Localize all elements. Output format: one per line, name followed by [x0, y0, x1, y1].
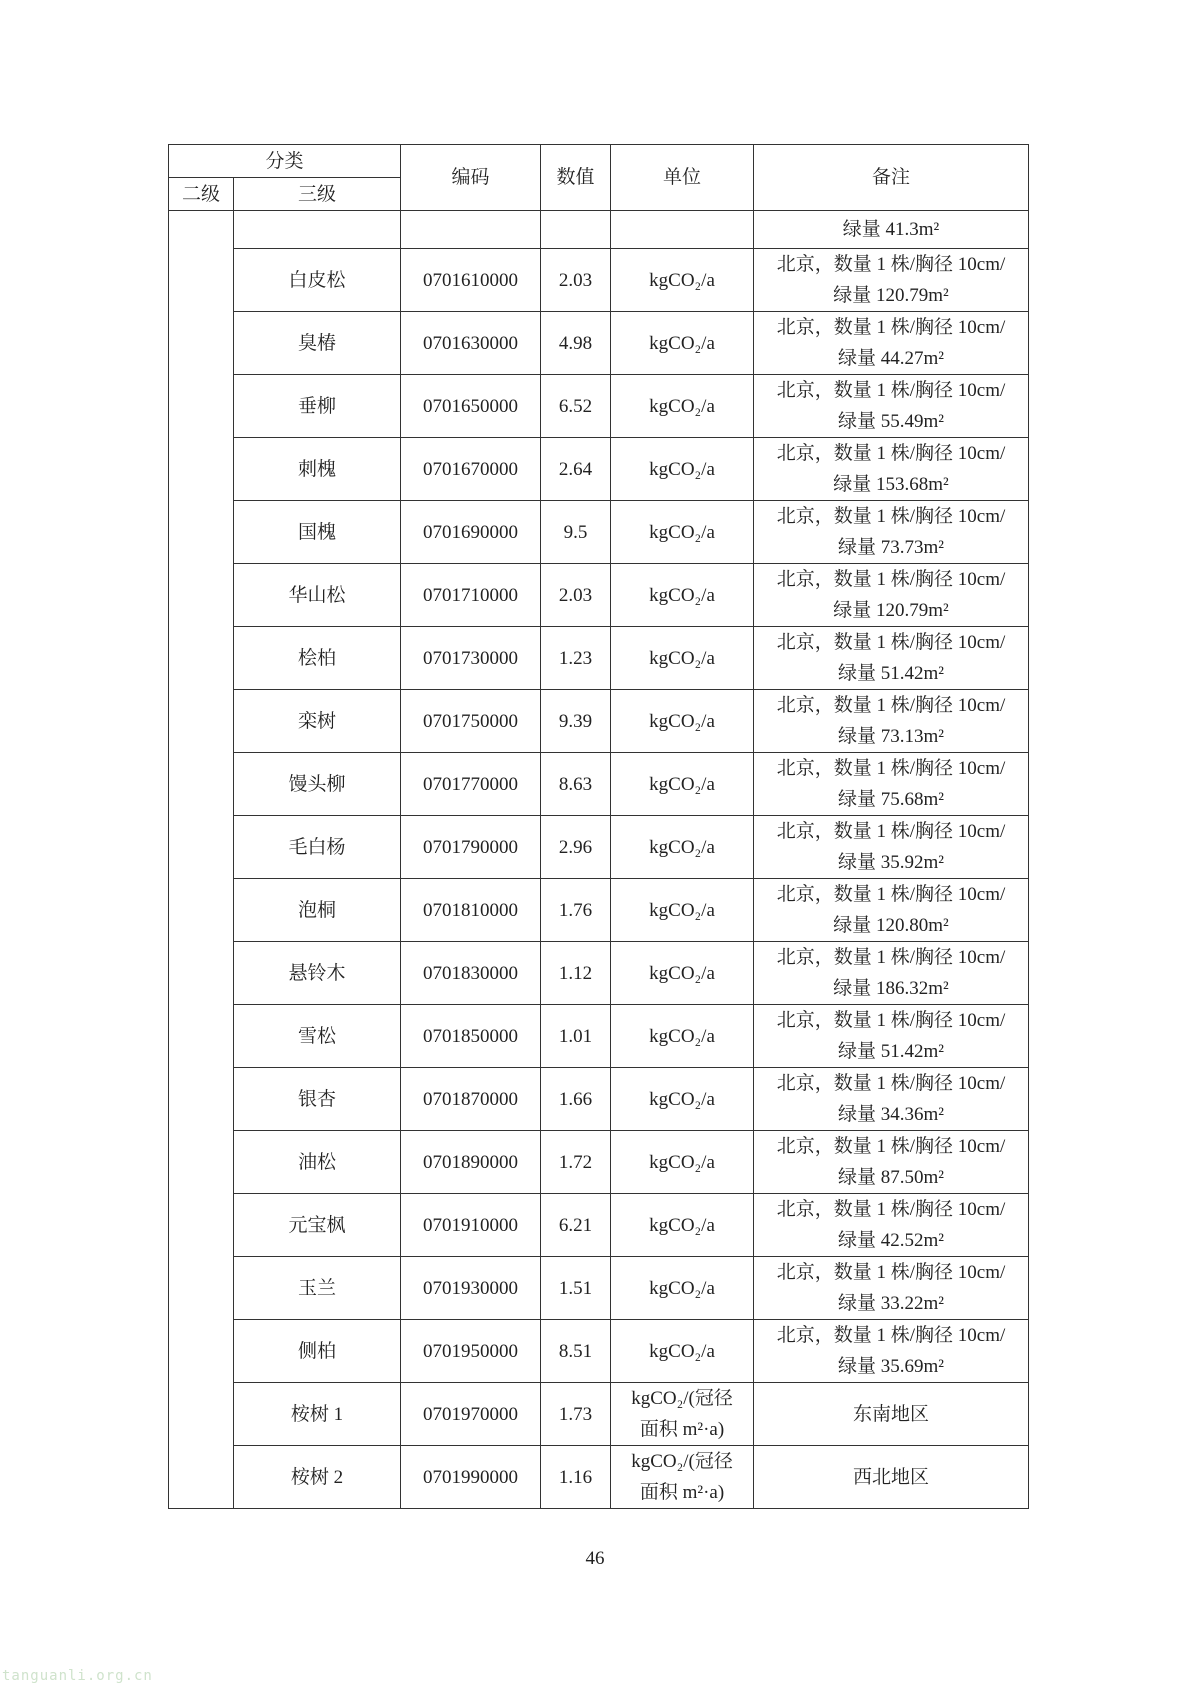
- note-line-1: 北京，数量 1 株/胸径 10cm/: [776, 1262, 1006, 1283]
- unit-cell: [611, 879, 754, 942]
- note-cell: [754, 564, 1029, 627]
- note-line-1: 北京，数量 1 株/胸径 10cm/: [776, 380, 1006, 401]
- header-level3: 三级: [234, 178, 401, 211]
- species-name: 玉兰: [234, 1257, 401, 1320]
- note-cell: 绿量 41.3m²: [754, 211, 1029, 249]
- note-cell: [754, 501, 1029, 564]
- note-line-2: 绿量 73.73m²: [838, 537, 944, 558]
- note-line-2: 绿量 153.68m²: [833, 474, 949, 495]
- code-cell: 0701970000: [401, 1383, 541, 1446]
- header-note: 备注: [754, 145, 1029, 211]
- unit-cell: [611, 1446, 754, 1509]
- unit-line-1: kgCO₂/a: [649, 521, 715, 543]
- unit-line-2: 面积 m²·a): [639, 1419, 725, 1440]
- value-cell: 1.73: [541, 1383, 611, 1446]
- note-cell: [754, 438, 1029, 501]
- note-cell: [754, 627, 1029, 690]
- unit-line-1: kgCO₂/a: [649, 458, 715, 480]
- species-name: 侧柏: [234, 1320, 401, 1383]
- value-cell: 6.52: [541, 375, 611, 438]
- code-cell: 0701810000: [401, 879, 541, 942]
- unit-line-1: kgCO₂/(冠径: [631, 1388, 733, 1409]
- header-category: 分类: [169, 145, 401, 178]
- note-line-2: 绿量 120.79m²: [833, 600, 949, 621]
- note-line-2: 绿量 55.49m²: [838, 411, 944, 432]
- species-name: 垂柳: [234, 375, 401, 438]
- note-line-1: 北京，数量 1 株/胸径 10cm/: [776, 1199, 1006, 1220]
- note-line-2: 绿量 35.69m²: [838, 1356, 944, 1377]
- unit-line-1: kgCO₂/a: [649, 1151, 715, 1173]
- table-row: [169, 438, 1029, 501]
- unit-line-1: kgCO₂/a: [649, 836, 715, 858]
- note-line-2: 绿量 34.36m²: [838, 1104, 944, 1125]
- unit-cell: [611, 1005, 754, 1068]
- note-line-1: 西北地区: [853, 1466, 930, 1488]
- code-cell: 0701690000: [401, 501, 541, 564]
- unit-line-1: kgCO₂/a: [649, 710, 715, 732]
- value-cell: 4.98: [541, 312, 611, 375]
- table-row: [169, 312, 1029, 375]
- species-name: 毛白杨: [234, 816, 401, 879]
- species-name: 国槐: [234, 501, 401, 564]
- unit-cell: [611, 690, 754, 753]
- code-cell: 0701950000: [401, 1320, 541, 1383]
- note-line-2: 绿量 120.80m²: [833, 915, 949, 936]
- code-cell: 0701910000: [401, 1194, 541, 1257]
- table-row: [169, 942, 1029, 1005]
- note-cell: [754, 249, 1029, 312]
- table-row-continued: [169, 211, 1029, 249]
- note-line-1: 北京，数量 1 株/胸径 10cm/: [776, 884, 1006, 905]
- code-cell: 0701890000: [401, 1131, 541, 1194]
- value-cell: 2.96: [541, 816, 611, 879]
- note-line-1: 北京，数量 1 株/胸径 10cm/: [776, 695, 1006, 716]
- note-line-2: 绿量 120.79m²: [833, 285, 949, 306]
- note-line-1: 北京，数量 1 株/胸径 10cm/: [776, 1073, 1006, 1094]
- code-cell: 0701710000: [401, 564, 541, 627]
- code-cell: 0701730000: [401, 627, 541, 690]
- page-number: 46: [585, 1548, 605, 1569]
- note-line-1: 北京，数量 1 株/胸径 10cm/: [776, 443, 1006, 464]
- value-cell: 9.5: [541, 501, 611, 564]
- note-cell: [754, 942, 1029, 1005]
- unit-cell: [611, 1257, 754, 1320]
- value-cell: 1.72: [541, 1131, 611, 1194]
- unit-line-1: kgCO₂/a: [649, 1277, 715, 1299]
- species-name: 臭椿: [234, 312, 401, 375]
- note-line-2: 绿量 75.68m²: [838, 789, 944, 810]
- table-row: [169, 627, 1029, 690]
- unit-line-1: kgCO₂/a: [649, 1025, 715, 1047]
- unit-line-1: kgCO₂/a: [649, 332, 715, 354]
- table-row: [169, 1320, 1029, 1383]
- table-row: [169, 1257, 1029, 1320]
- header-code: 编码: [401, 145, 541, 211]
- value-cell: 1.76: [541, 879, 611, 942]
- note-line-2: 绿量 51.42m²: [838, 663, 944, 684]
- unit-line-1: kgCO₂/a: [649, 1088, 715, 1110]
- code-cell: 0701770000: [401, 753, 541, 816]
- code-cell: 0701850000: [401, 1005, 541, 1068]
- value-cell: 9.39: [541, 690, 611, 753]
- species-name: 桧柏: [234, 627, 401, 690]
- note-cell: [754, 1383, 1029, 1446]
- unit-cell: [611, 501, 754, 564]
- unit-cell: [611, 1320, 754, 1383]
- note-cell: [754, 375, 1029, 438]
- note-cell: [754, 690, 1029, 753]
- table-row: [169, 375, 1029, 438]
- unit-cell: [611, 312, 754, 375]
- unit-line-1: kgCO₂/a: [649, 647, 715, 669]
- note-cell: [754, 1320, 1029, 1383]
- table-row: [169, 249, 1029, 312]
- value-cell: 6.21: [541, 1194, 611, 1257]
- species-name: 悬铃木: [234, 942, 401, 1005]
- note-line-1: 北京，数量 1 株/胸径 10cm/: [776, 632, 1006, 653]
- species-name: 栾树: [234, 690, 401, 753]
- species-name: 桉树 2: [234, 1446, 401, 1509]
- value-cell: 1.12: [541, 942, 611, 1005]
- table-row: [169, 816, 1029, 879]
- table-row: [169, 564, 1029, 627]
- species-name: 华山松: [234, 564, 401, 627]
- unit-cell: [611, 942, 754, 1005]
- value-cell: 1.66: [541, 1068, 611, 1131]
- value-cell: 8.63: [541, 753, 611, 816]
- unit-cell: [611, 627, 754, 690]
- watermark: tanguanli.org.cn: [2, 1668, 153, 1684]
- table-row: [169, 1194, 1029, 1257]
- unit-cell: [611, 375, 754, 438]
- note-line-1: 北京，数量 1 株/胸径 10cm/: [776, 1136, 1006, 1157]
- unit-cell: [611, 438, 754, 501]
- table-row: [169, 1005, 1029, 1068]
- note-line-2: 绿量 87.50m²: [838, 1167, 944, 1188]
- note-line-1: 东南地区: [853, 1403, 930, 1425]
- unit-cell: [611, 1194, 754, 1257]
- unit-cell: [611, 564, 754, 627]
- note-line-2: 绿量 186.32m²: [833, 978, 949, 999]
- code-cell: 0701870000: [401, 1068, 541, 1131]
- code-cell: 0701650000: [401, 375, 541, 438]
- level2-cell: [169, 211, 234, 1509]
- species-name: 桉树 1: [234, 1383, 401, 1446]
- unit-cell: [611, 249, 754, 312]
- unit-cell: [611, 1131, 754, 1194]
- unit-cell: [611, 753, 754, 816]
- note-cell: [754, 1194, 1029, 1257]
- note-line-1: 北京，数量 1 株/胸径 10cm/: [776, 254, 1006, 275]
- unit-line-1: kgCO₂/(冠径: [631, 1451, 733, 1472]
- species-name: 元宝枫: [234, 1194, 401, 1257]
- note-line-1: 北京，数量 1 株/胸径 10cm/: [776, 947, 1006, 968]
- code-cell: 0701750000: [401, 690, 541, 753]
- note-line-2: 绿量 42.52m²: [838, 1230, 944, 1251]
- code-cell: 0701830000: [401, 942, 541, 1005]
- table-row: [169, 879, 1029, 942]
- table-row: [169, 690, 1029, 753]
- value-cell: 1.01: [541, 1005, 611, 1068]
- unit-line-1: kgCO₂/a: [649, 962, 715, 984]
- header-unit: 单位: [611, 145, 754, 211]
- note-line-1: 北京，数量 1 株/胸径 10cm/: [776, 569, 1006, 590]
- species-name: 雪松: [234, 1005, 401, 1068]
- emission-factor-table: [168, 144, 1029, 1509]
- note-cell: [754, 1005, 1029, 1068]
- table-row: [169, 1068, 1029, 1131]
- unit-line-1: kgCO₂/a: [649, 899, 715, 921]
- value-cell: 1.16: [541, 1446, 611, 1509]
- value-cell: 2.64: [541, 438, 611, 501]
- note-line-1: 北京，数量 1 株/胸径 10cm/: [776, 506, 1006, 527]
- unit-line-2: 面积 m²·a): [639, 1482, 725, 1503]
- unit-cell: [611, 816, 754, 879]
- unit-line-1: kgCO₂/a: [649, 269, 715, 291]
- note-line-1: 北京，数量 1 株/胸径 10cm/: [776, 821, 1006, 842]
- species-name: 白皮松: [234, 249, 401, 312]
- note-line-2: 绿量 51.42m²: [838, 1041, 944, 1062]
- code-cell: 0701610000: [401, 249, 541, 312]
- species-name: 泡桐: [234, 879, 401, 942]
- note-line-1: 北京，数量 1 株/胸径 10cm/: [776, 1010, 1006, 1031]
- species-name: 馒头柳: [234, 753, 401, 816]
- value-cell: 1.51: [541, 1257, 611, 1320]
- value-cell: 1.23: [541, 627, 611, 690]
- value-cell: 2.03: [541, 564, 611, 627]
- value-cell: 2.03: [541, 249, 611, 312]
- unit-line-1: kgCO₂/a: [649, 395, 715, 417]
- code-cell: 0701670000: [401, 438, 541, 501]
- unit-line-1: kgCO₂/a: [649, 1214, 715, 1236]
- species-name: 油松: [234, 1131, 401, 1194]
- species-name: 刺槐: [234, 438, 401, 501]
- table-row: [169, 1383, 1029, 1446]
- header-value: 数值: [541, 145, 611, 211]
- note-cell: [754, 1257, 1029, 1320]
- note-cell: [754, 1068, 1029, 1131]
- table-row: [169, 753, 1029, 816]
- unit-line-1: kgCO₂/a: [649, 773, 715, 795]
- note-cell: [754, 816, 1029, 879]
- note-line-2: 绿量 73.13m²: [838, 726, 944, 747]
- unit-cell: [611, 1068, 754, 1131]
- note-line-1: 北京，数量 1 株/胸径 10cm/: [776, 317, 1006, 338]
- note-line-2: 绿量 33.22m²: [838, 1293, 944, 1314]
- note-line-1: 北京，数量 1 株/胸径 10cm/: [776, 758, 1006, 779]
- code-cell: 0701630000: [401, 312, 541, 375]
- note-cell: [754, 312, 1029, 375]
- note-cell: [754, 879, 1029, 942]
- note-cell: [754, 1131, 1029, 1194]
- note-cell: [754, 753, 1029, 816]
- note-cell: [754, 1446, 1029, 1509]
- code-cell: 0701790000: [401, 816, 541, 879]
- table-row: [169, 1131, 1029, 1194]
- code-cell: 0701930000: [401, 1257, 541, 1320]
- unit-cell: [611, 1383, 754, 1446]
- note-line-2: 绿量 44.27m²: [838, 348, 944, 369]
- note-line-1: 北京，数量 1 株/胸径 10cm/: [776, 1325, 1006, 1346]
- note-line-2: 绿量 35.92m²: [838, 852, 944, 873]
- unit-line-1: kgCO₂/a: [649, 1340, 715, 1362]
- header-level2: 二级: [169, 178, 234, 211]
- table-row: [169, 501, 1029, 564]
- species-name: 银杏: [234, 1068, 401, 1131]
- table-row: [169, 1446, 1029, 1509]
- unit-line-1: kgCO₂/a: [649, 584, 715, 606]
- code-cell: 0701990000: [401, 1446, 541, 1509]
- value-cell: 8.51: [541, 1320, 611, 1383]
